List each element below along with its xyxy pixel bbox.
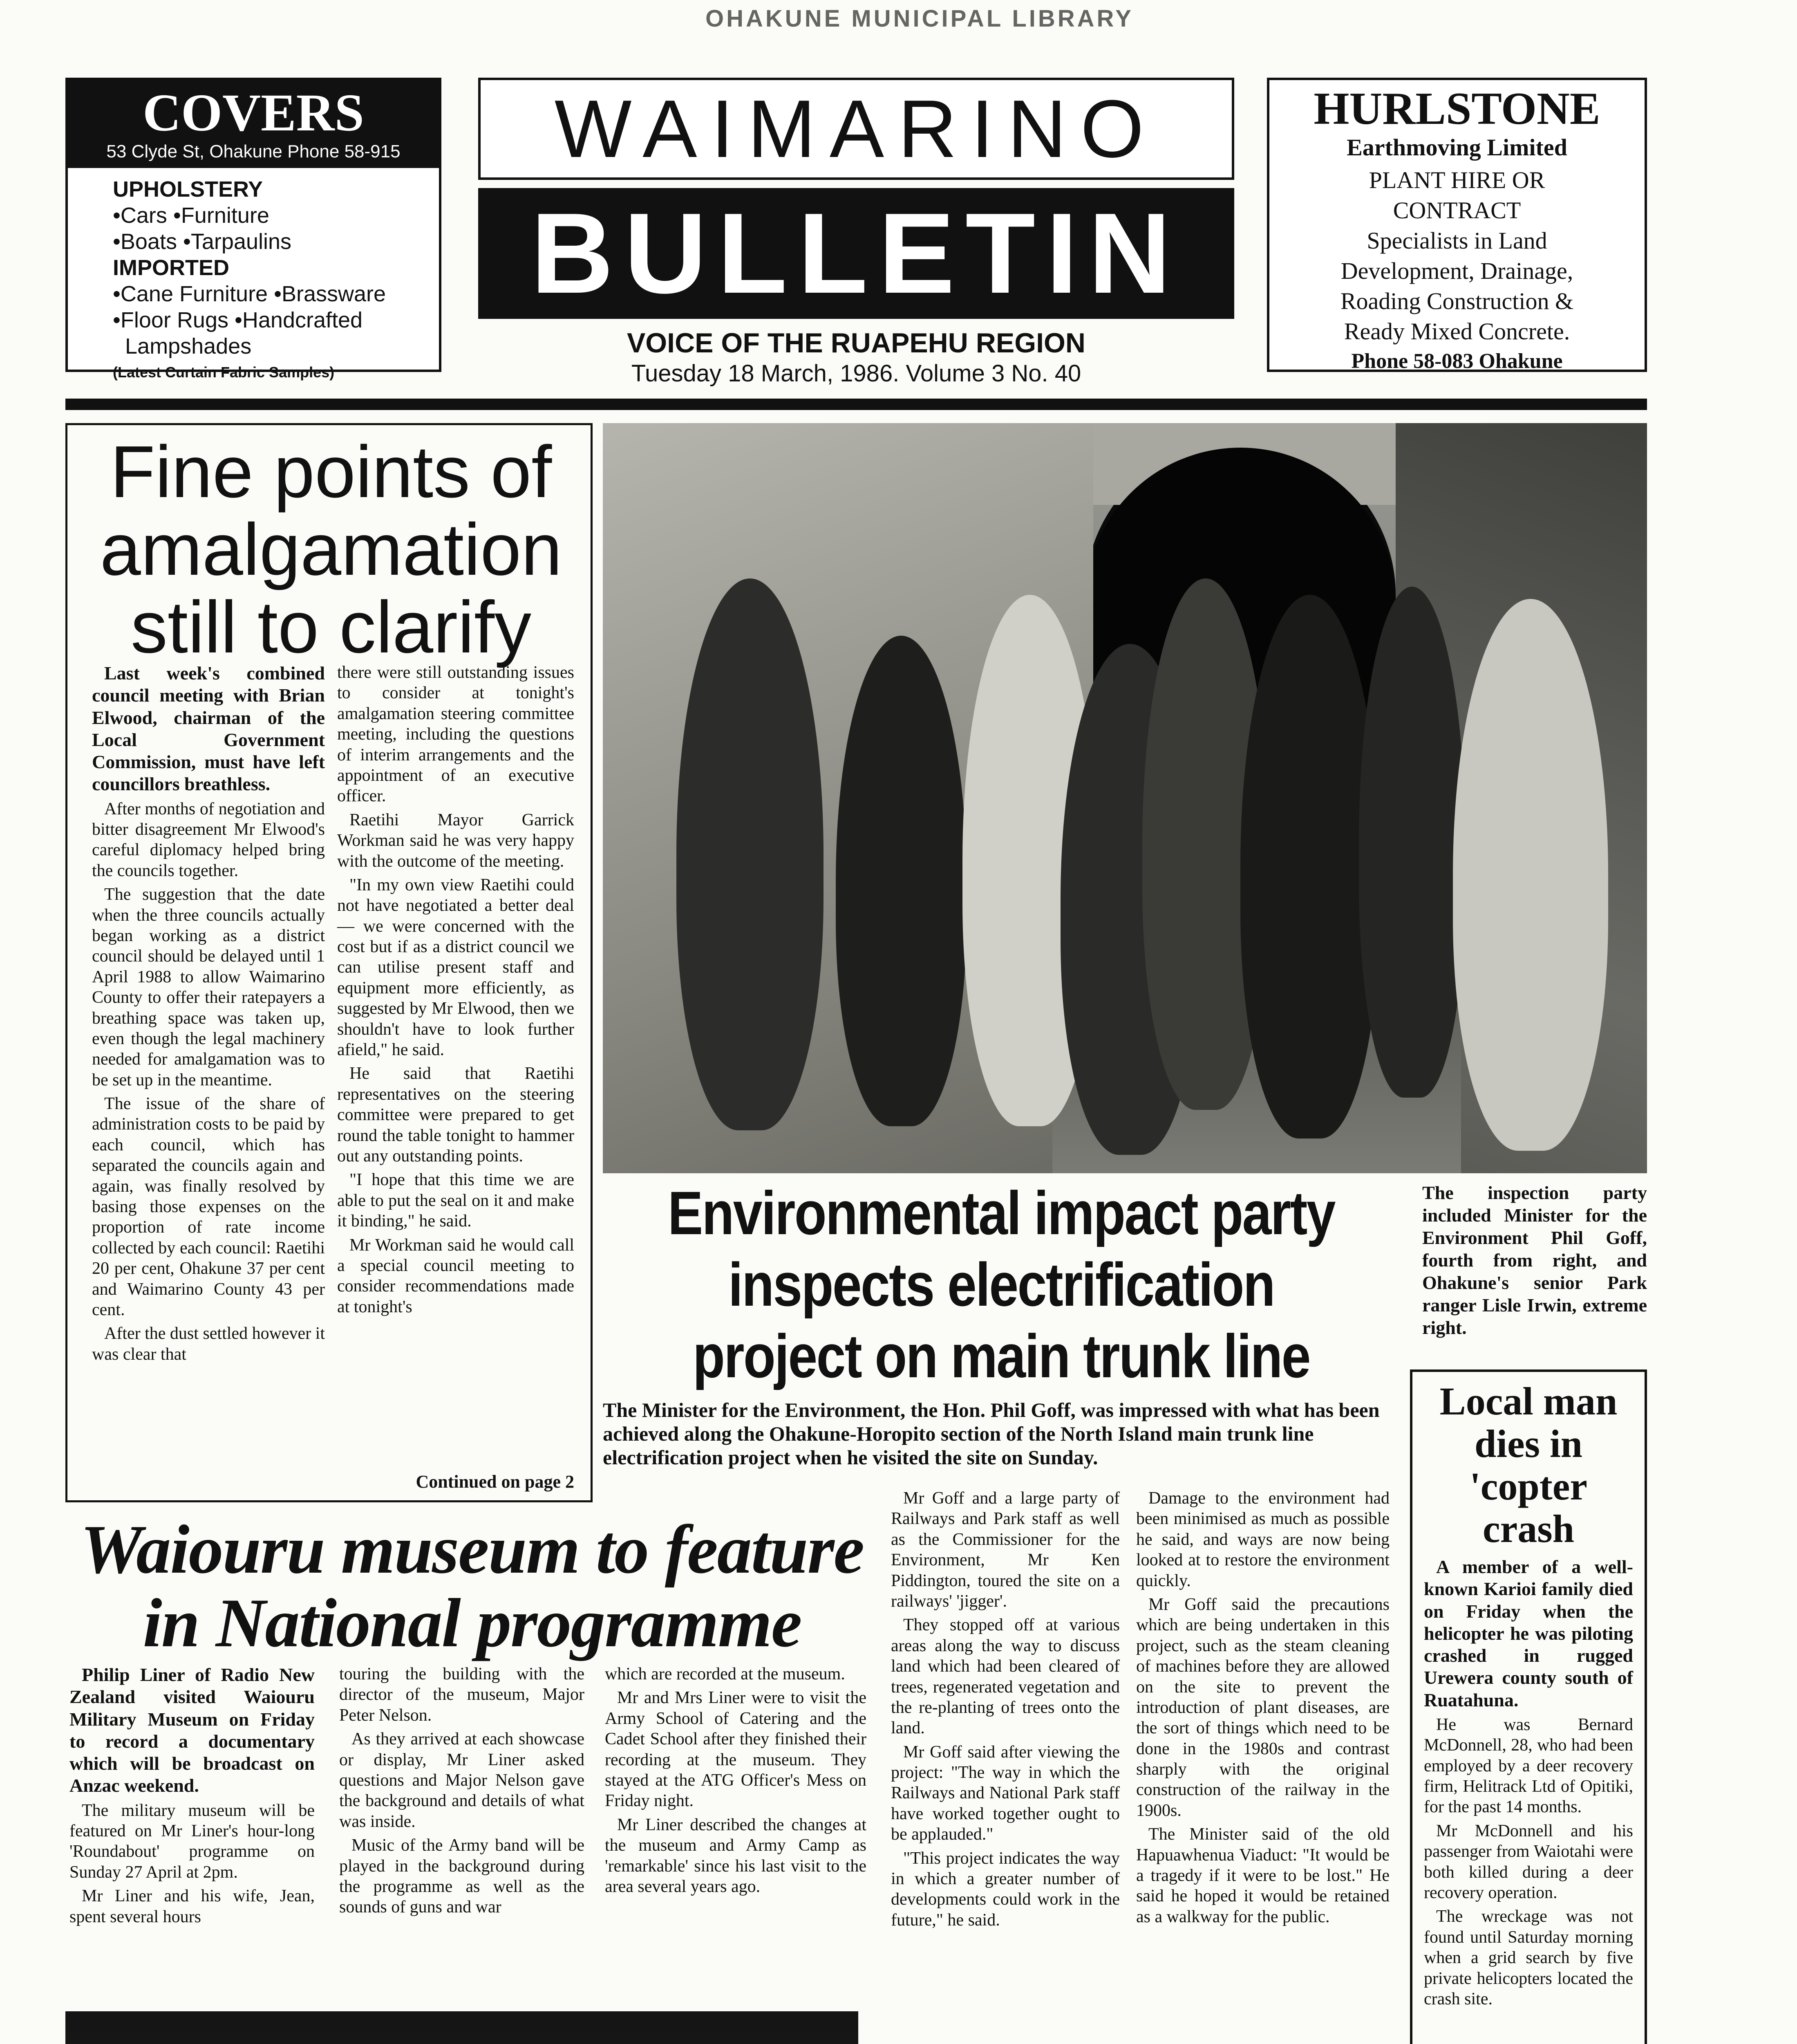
museum-col-2 (339, 1664, 584, 1921)
museum-para: Mr and Mrs Liner were to visit the Army School of Catering and the Cadet School after they finished their recording at the museum. They stayed at the ATG Officer's Mess on Friday night. (605, 1688, 866, 1811)
covers-title: COVERS (143, 83, 364, 142)
environment-para: "This project indicates the way in which a greater number of developments could work in the future," he said. (891, 1849, 1120, 1930)
museum-col-1 (69, 1664, 315, 1930)
amalgamation-para: Raetihi Mayor Garrick Workman said he was very happy with the outcome of the meeting. (337, 810, 574, 871)
copter-lead: A member of a well-known Karioi family died on Friday when the helicopter he was piloting crashed in rugged Urewera county south of Ruatahuna. (1424, 1556, 1633, 1710)
museum-para: touring the building with the director of the museum, Major Peter Nelson. (339, 1665, 584, 1725)
covers-header (68, 80, 439, 168)
museum-para: The military museum will be featured on Mr Liner's hour-long 'Roundabout' programme on Sunday 27 April at 2pm. (69, 1801, 315, 1882)
tunnel-photo (603, 423, 1647, 1173)
copter-para: The wreckage was not found until Saturday morning when a grid search by five private helicopters located the crash site. (1424, 1907, 1633, 2008)
museum-para: Music of the Army band will be played in the background during the programme as well as the sounds of guns and war (339, 1836, 584, 1917)
environment-caption: The inspection party included Minister for the Environment Phil Goff, fourth from right, and Ohakune's senior Park ranger Lisle Irwin, extreme right. (1422, 1182, 1647, 1338)
amalgamation-para: "I hope that this time we are able to put the seal on it and make it binding," he said. (337, 1170, 574, 1231)
covers-line: UPHOLSTERY (113, 177, 263, 202)
copter-story (1410, 1369, 1647, 2044)
masthead-rule (65, 399, 1647, 410)
environment-lead: The Minister for the Environment, the Hon. Phil Goff, was impressed with what has been achieved along the Ohakune-Horopito section of the North Island main trunk line electrification project when he visited the site on Sunday. (603, 1399, 1380, 1469)
environment-para: Mr Goff said the precautions which are being undertaken in this project, such as the steam cleaning of machines before they are allowed on the site to prevent the introduction of plant diseases, are the sort of things which need to be done in the 1980s and contrast sharply with the original construction of the railway in the 1900s. (1136, 1595, 1390, 1820)
museum-headline-2: in National programme (143, 1585, 801, 1661)
covers-ad (65, 78, 441, 381)
environment-headline: Environmental impact party inspects electrification project on main trunk line (668, 1179, 1335, 1390)
environment-para: Damage to the environment had been minimised as much as possible he said, and ways are now being looked at to restore the environment quickly. (1136, 1489, 1390, 1590)
continued-label: Continued on page 2 (416, 1472, 574, 1492)
hurlstone-line: Development, Drainage, (1340, 258, 1573, 284)
covers-line: IMPORTED (113, 256, 230, 280)
hurlstone-ad (1267, 78, 1647, 372)
museum-lead: Philip Liner of Radio New Zealand visited Waiouru Military Museum on Friday to record a documentary which will be broadcast on Anzac weekend. (69, 1664, 315, 1796)
covers-line: (Latest Curtain Fabric Samples) (113, 364, 335, 381)
environment-col-1 (891, 1488, 1120, 1934)
environment-col-2 (1136, 1488, 1390, 1930)
museum-col-3 (605, 1664, 866, 1900)
amalgamation-headline: Fine points of amalgamation still to clarify (100, 431, 562, 668)
copter-para: He was Bernard McDonnell, 28, who had been employed by a deer recovery firm, Helitrack Ltd of Opitiki, for the past 14 months. (1424, 1715, 1633, 1817)
environment-para: Mr Goff and a large party of Railways and Park staff as well as the Commissioner for the Environment, Mr Ken Piddington, toured the site on a railways' 'jigger'. (891, 1489, 1120, 1611)
covers-line: •Boats •Tarpaulins (113, 229, 292, 254)
covers-address: 53 Clyde St, Ohakune Phone 58-915 (106, 141, 401, 161)
amalgamation-para: After months of negotiation and bitter disagreement Mr Elwood's careful diplomacy helped bring the councils together. (92, 799, 325, 880)
covers-line: •Cars •Furniture (113, 203, 269, 228)
environment-para: Mr Goff said after viewing the project: "The way in which the Railways and National Park staff have worked together ought to be applauded." (891, 1742, 1120, 1844)
hurlstone-title: HURLSTONE (1314, 83, 1600, 134)
amalgamation-para: "In my own view Raetihi could not have negotiated a better deal — we were concerned with the cost but if as a district council we can utilise present staff and equipment more efficiently, as suggested by Mr Elwood, then we shouldn't have to look further afield," he said. (337, 875, 574, 1060)
environment-para: The Minister said of the old Hapuawhenua Viaduct: "It would be a tragedy if it were to be lost." He said he hoped it would be retained as a walkway for the public. (1136, 1825, 1390, 1926)
museum-para: which are recorded at the museum. (605, 1665, 845, 1683)
amalgamation-lead: Last week's combined council meeting with Brian Elwood, chairman of the Local Government Commission, must have left councillors breathless. (92, 663, 325, 795)
masthead-issue: Tuesday 18 March, 1986. Volume 3 No. 40 (631, 360, 1081, 387)
copter-para: Mr McDonnell and his passenger from Waiotahi were both killed during a deer recovery operation. (1424, 1821, 1633, 1902)
hurlstone-phone: Phone 58-083 Ohakune (1351, 350, 1563, 373)
amalgamation-para: He said that Raetihi representatives on the steering committee were prepared to get round the table tonight to hammer out any outstanding points. (337, 1064, 574, 1165)
covers-line: Lampshades (125, 334, 252, 359)
environment-para: They stopped off at various areas along the way to discuss land which had been cleared of trees, regenerated vegetation and the re-planting of trees onto the land. (891, 1616, 1120, 1738)
masthead-tagline: VOICE OF THE RUAPEHU REGION (627, 327, 1086, 359)
amalgamation-para: The suggestion that the date when the three councils actually began working as a district council should be delayed until 1 April 1988 to allow Waimarino County to offer their ratepayers a breathing space was taken up, even though the legal machinery needed for amalgamation was to be set up in the meantime. (92, 885, 325, 1089)
masthead-waimarino: WAIMARINO (478, 78, 1234, 180)
copter-headline: Local man dies in 'copter crash (1439, 1379, 1618, 1551)
museum-headline-1: Waiouru museum to feature (80, 1511, 864, 1588)
hurlstone-line: PLANT HIRE OR (1369, 167, 1545, 193)
amalgamation-para: Mr Workman said he would call a special council meeting to consider recommendations made at tonight's (337, 1235, 574, 1316)
museum-photo (65, 2011, 858, 2044)
amalgamation-para: After the dust settled however it was clear that (92, 1324, 325, 1364)
hurlstone-line: Roading Construction & (1340, 288, 1574, 314)
museum-para: Mr Liner and his wife, Jean, spent several hours (69, 1887, 315, 1926)
covers-line: •Cane Furniture •Brassware (113, 282, 386, 306)
masthead-bulletin: BULLETIN (478, 188, 1234, 319)
amalgamation-story (65, 423, 593, 1502)
covers-line: •Floor Rugs •Handcrafted (113, 308, 363, 332)
hurlstone-subtitle: Earthmoving Limited (1347, 134, 1567, 161)
masthead (478, 78, 1234, 388)
hurlstone-line: Specialists in Land (1367, 227, 1547, 254)
museum-para: As they arrived at each showcase or display, Mr Liner asked questions and Major Nelson gave the background and details of what was inside. (339, 1730, 584, 1831)
amalgamation-para: The issue of the share of administration costs to be paid by each council, which has separated the councils again and again, was finally resolved by basing those expenses on the proportion of rate income collected by each council: Raetihi 20 per cent, Ohakune 37 per cent and Waimarino County 43 per cent. (92, 1094, 325, 1319)
museum-para: Mr Liner described the changes at the museum and Army Camp as 'remarkable' since his last visit to the area several years ago. (605, 1815, 866, 1896)
library-stamp: OHAKUNE MUNICIPAL LIBRARY (705, 5, 1134, 32)
hurlstone-line: Ready Mixed Concrete. (1344, 318, 1570, 345)
amalgamation-para: there were still outstanding issues to consider at tonight's amalgamation steering committee meeting, including the questions of interim arrangements and the appointment of an executive officer. (337, 663, 574, 806)
hurlstone-line: CONTRACT (1393, 197, 1521, 224)
